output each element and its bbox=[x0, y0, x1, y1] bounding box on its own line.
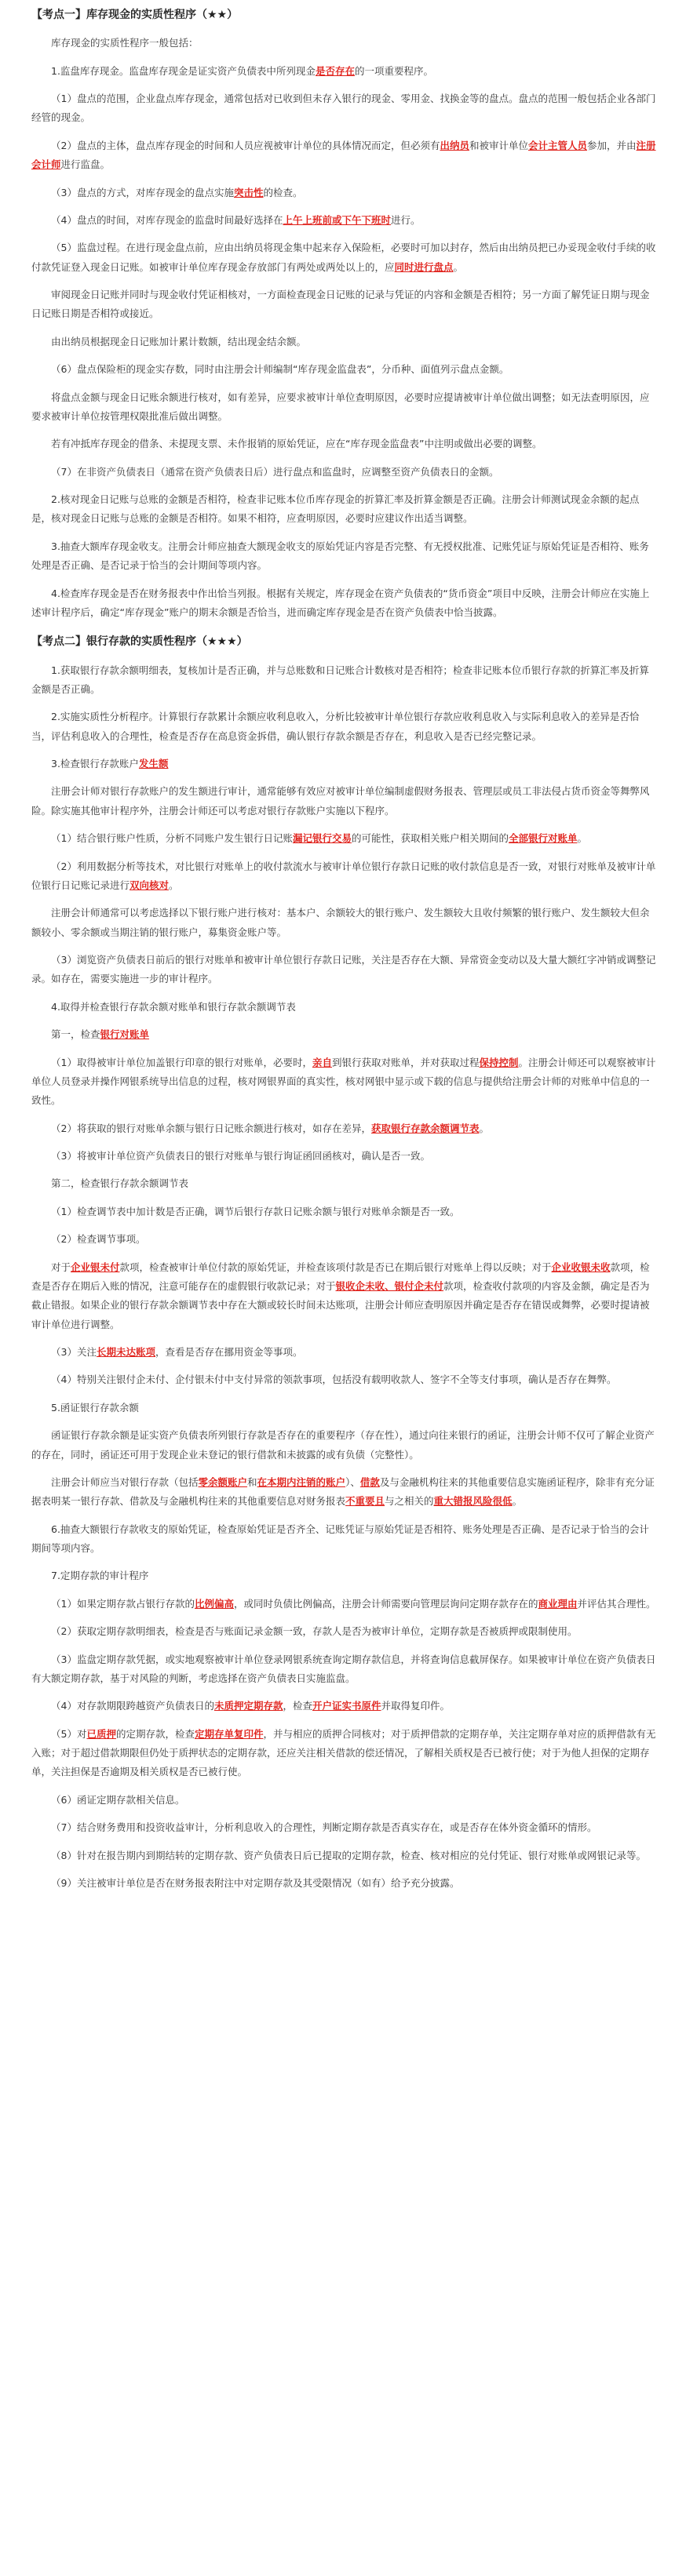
section-heading bbox=[31, 631, 658, 653]
text-run: 注册会计师应当对银行存款（包括 bbox=[51, 1475, 199, 1488]
highlighted-keyword: 已质押 bbox=[86, 1727, 116, 1740]
text-run: （4）特别关注银付企未付、企付银未付中支付异常的领款事项，包括没有载明收款人、签字不全等支付事项，确认是否存在舞弊。 bbox=[51, 1374, 617, 1386]
paragraph bbox=[31, 1053, 658, 1111]
highlighted-keyword: 漏记银行交易 bbox=[292, 832, 352, 845]
paragraph bbox=[31, 238, 658, 277]
text-run: 和被审计单位 bbox=[469, 139, 528, 151]
text-run: 款项，检查收付款项的内容及金额，确定是否为截止错报。如果企业的银行存款余额调节表中存在大额或较长时间未达账项，注册会计师应查明原因并确定是否存在错误或舞弊，必要时提请被审计单位进行调整。 bbox=[31, 1279, 650, 1330]
text-run: 的定期存款，检查 bbox=[115, 1727, 195, 1740]
paragraph bbox=[31, 1622, 658, 1641]
text-run: （2）将获取的银行对账单余额与银行日记账余额进行核对，如存在差异， bbox=[51, 1122, 371, 1134]
text-run: 7.定期存款的审计程序 bbox=[51, 1570, 149, 1582]
text-run: （4）对存款期限跨越资产负债表日的 bbox=[51, 1700, 214, 1712]
text-run: （3）浏览资产负债表日前后的银行对账单和被审计单位银行存款日记账，关注是否存在大额、异常资金变动以及大量大额红字冲销或调整记录。如存在，需要实施进一步的审计程序。 bbox=[31, 954, 656, 985]
highlighted-keyword: 同时进行盘点 bbox=[394, 260, 454, 273]
text-run: 5.函证银行存款余额 bbox=[51, 1401, 139, 1414]
paragraph bbox=[31, 286, 658, 324]
text-run: 1.获取银行存款余额明细表，复核加计是否正确，并与总账数和日记账合计数核对是否相符；检查非记账本位币银行存款的折算汇率及折算金额是否正确。 bbox=[31, 664, 649, 695]
text-run: （1）检查调节表中加计数是否正确，调节后银行存款日记账余额与银行对账单余额是否一致。 bbox=[51, 1205, 460, 1217]
text-run: （3）将被审计单位资产负债表日的银行对账单与银行询证函回函核对，确认是否一致。 bbox=[51, 1150, 430, 1162]
paragraph bbox=[31, 1595, 658, 1614]
text-run: 。 bbox=[453, 260, 464, 273]
text-run: 【考点一】库存现金的实质性程序（★★） bbox=[31, 9, 239, 21]
text-run: 函证银行存款余额是证实资产负债表所列银行存款是否存在的重要程序（存在性），通过向往来银行的函证，注册会计师不仅可了解企业资产的存在，同时，函证还可用于发现企业未登记的银行借款和未披露的或有负债（完整性）。 bbox=[31, 1429, 655, 1461]
paragraph bbox=[31, 755, 658, 773]
paragraph bbox=[31, 1343, 658, 1362]
highlighted-keyword: 长期未达账项 bbox=[96, 1346, 155, 1359]
paragraph bbox=[31, 1174, 658, 1193]
paragraph bbox=[31, 463, 658, 482]
text-run: （8）针对在报告期内到期结转的定期存款、资产负债表日后已提取的定期存款，检查、核对相应的兑付凭证、银行对账单或网银记录等。 bbox=[51, 1849, 646, 1861]
highlighted-keyword: 重大错报风险很低 bbox=[433, 1495, 513, 1508]
highlighted-keyword: 注册会计师 bbox=[31, 139, 656, 171]
text-run: （5）对 bbox=[51, 1727, 87, 1740]
paragraph bbox=[31, 1399, 658, 1417]
paragraph bbox=[31, 1566, 658, 1585]
highlighted-keyword: 亲自 bbox=[312, 1056, 332, 1068]
text-run: （2）检查调节事项。 bbox=[51, 1233, 146, 1246]
text-run: （7）在非资产负债表日（通常在资产负债表日后）进行盘点和监盘时，应调整至资产负债表日的金额。 bbox=[51, 465, 499, 478]
text-run: 的可能性，获取相关账户相关期间的 bbox=[351, 832, 509, 845]
paragraph bbox=[31, 1202, 658, 1221]
paragraph bbox=[31, 1119, 658, 1138]
highlighted-keyword: 比例偏高 bbox=[194, 1597, 234, 1610]
paragraph bbox=[31, 1725, 658, 1782]
text-run: （3）关注 bbox=[51, 1346, 97, 1359]
text-run: （3）盘点的方式，对库存现金的盘点实施 bbox=[51, 186, 234, 198]
paragraph bbox=[31, 490, 658, 529]
text-run: （1）取得被审计单位加盖银行印章的银行对账单，必要时， bbox=[51, 1056, 312, 1068]
highlighted-keyword: 是否存在 bbox=[315, 64, 355, 77]
text-run: 的一项重要程序。 bbox=[354, 64, 433, 77]
text-run: 。 bbox=[169, 879, 179, 891]
text-run: 注册会计师对银行存款账户的发生额进行审计，通常能够有效应对被审计单位编制虚假财务报表、管理层或员工非法侵占货币资金等舞弊风险。除实施其他审计程序外，注册会计师还可以考虑对银行存款账户实施以下程序。 bbox=[31, 785, 650, 817]
paragraph bbox=[31, 360, 658, 379]
text-run: ，查看是否存在挪用资金等事项。 bbox=[155, 1346, 303, 1359]
text-run: 若有冲抵库存现金的借条、未提现支票、未作报销的原始凭证，应在“库存现金监盘表”中注明或做出必要的调整。 bbox=[51, 438, 542, 450]
text-run: 2.实施实质性分析程序。计算银行存款累计余额应收利息收入，分析比较被审计单位银行存款应收利息收入与实际利息收入的差异是否恰当，评估利息收入的合理性，检查是否存在高息资金拆借，确认银行存款余额是否存在，利息收入是否已经完整记录。 bbox=[31, 711, 640, 742]
text-run: ，检查 bbox=[283, 1700, 312, 1712]
paragraph bbox=[31, 1818, 658, 1837]
text-run: （2）获取定期存款明细表，检查是否与账面记录金额一致，存款人是否为被审计单位，定期存款是否被质押或限制使用。 bbox=[51, 1625, 578, 1638]
text-run: （1）盘点的范围，企业盘点库存现金，通常包括对已收到但未存入银行的现金、零用金、找换金等的盘点。盘点的范围一般包括企业各部门经管的现金。 bbox=[31, 93, 656, 124]
text-run: 款项，检查被审计单位付款的原始凭证，并检查该项付款是否已在期后银行对账单上得以反映；对于 bbox=[119, 1261, 552, 1273]
highlighted-keyword: 银行对账单 bbox=[100, 1028, 150, 1041]
text-run: ，或同时负债比例偏高，注册会计师需要向管理层询问定期存款存在的 bbox=[233, 1597, 538, 1610]
highlighted-keyword: 突击性 bbox=[233, 186, 264, 198]
text-run: 将盘点金额与现金日记账余额进行核对，如有差异，应要求被审计单位查明原因，必要时应提请被审计单位做出调整；如无法查明原因，应要求被审计单位按管理权限批准后做出调整。 bbox=[31, 391, 650, 422]
text-run: 。 bbox=[577, 832, 588, 845]
text-run: 2.核对现金日记账与总账的金额是否相符，检查非记账本位币库存现金的折算汇率及折算金额是否正确。注册会计师测试现金余额的起点是，核对现金日记账与总账的金额是否相符。如果不相符，应查明原因，必要时应建议作出适当调整。 bbox=[31, 493, 640, 525]
text-run: 及与金融机构往来的其他重要信息实施函证程序，除非有充分证据表明某一银行存款、借款及与金融机构往来的其他重要信息对财务报表 bbox=[31, 1475, 655, 1508]
paragraph bbox=[31, 782, 658, 820]
text-run: 审阅现金日记账并同时与现金收付凭证相核对，一方面检查现金日记账的记录与凭证的内容和金额是否相符；另一方面了解凭证日期与现金日记账日期是否相符或接近。 bbox=[31, 289, 650, 320]
text-run: 3.检查银行存款账户 bbox=[51, 758, 139, 770]
paragraph bbox=[31, 211, 658, 230]
text-run: （1）如果定期存款占银行存款的 bbox=[51, 1597, 195, 1610]
text-run: 。 bbox=[479, 1122, 489, 1134]
highlighted-keyword: 上午上班前或下午下班时 bbox=[283, 213, 391, 226]
text-run: （6）盘点保险柜的现金实存数，同时由注册会计师编制“库存现金监盘表”，分币种、面值列示盘点金额。 bbox=[51, 363, 509, 376]
paragraph bbox=[31, 537, 658, 576]
paragraph bbox=[31, 1874, 658, 1893]
highlighted-keyword: 定期存单复印件 bbox=[194, 1727, 264, 1740]
highlighted-keyword: 保持控制 bbox=[479, 1056, 519, 1068]
paragraph bbox=[31, 1846, 658, 1865]
text-run: （6）函证定期存款相关信息。 bbox=[51, 1793, 185, 1806]
highlighted-keyword: 零余额账户 bbox=[198, 1475, 248, 1488]
paragraph bbox=[31, 333, 658, 351]
text-run: 与之相关的 bbox=[385, 1495, 434, 1508]
text-run: 对于 bbox=[51, 1261, 71, 1273]
highlighted-keyword: 未质押定期存款 bbox=[213, 1700, 283, 1712]
paragraph bbox=[31, 904, 658, 942]
paragraph bbox=[31, 1520, 658, 1559]
text-run: 进行。 bbox=[390, 213, 421, 226]
text-run: 第二，检查银行存款余额调节表 bbox=[51, 1177, 189, 1190]
paragraph bbox=[31, 1473, 658, 1512]
text-run: 库存现金的实质性程序一般包括： bbox=[51, 37, 199, 49]
text-run: 【考点二】银行存款的实质性程序（★★★） bbox=[31, 635, 248, 649]
text-run: 1.监盘库存现金。监盘库存现金是证实资产负债表中所列现金 bbox=[51, 64, 316, 77]
paragraph bbox=[31, 1426, 658, 1464]
paragraph bbox=[31, 1697, 658, 1716]
paragraph bbox=[31, 1370, 658, 1389]
paragraph bbox=[31, 951, 658, 989]
highlighted-keyword: 会计主管人员 bbox=[528, 139, 588, 151]
paragraph bbox=[31, 136, 658, 175]
paragraph bbox=[31, 1025, 658, 1044]
highlighted-keyword: 双向核对 bbox=[130, 879, 170, 891]
text-run: 进行监盘。 bbox=[60, 158, 111, 171]
text-run: 款项，检查是否存在期后入账的情况，注意可能存在的虚假银行收款记录；对于 bbox=[31, 1261, 650, 1292]
text-run: （9）关注被审计单位是否在财务报表附注中对定期存款及其受限情况（如有）给予充分披露。 bbox=[51, 1876, 460, 1889]
paragraph bbox=[31, 184, 658, 202]
paragraph bbox=[31, 708, 658, 746]
text-run: 并取得复印件。 bbox=[381, 1700, 451, 1712]
text-run: 并评估其合理性。 bbox=[577, 1597, 656, 1610]
paragraph bbox=[31, 661, 658, 700]
text-run: 注册会计师通常可以考虑选择以下银行账户进行核对：基本户、余额较大的银行账户、发生额较大且收付频繁的银行账户、发生额较大但余额较小、零余额或当期注销的银行账户，募集资金账户等。 bbox=[31, 907, 650, 938]
paragraph bbox=[31, 829, 658, 848]
paragraph bbox=[31, 584, 658, 623]
paragraph bbox=[31, 34, 658, 53]
paragraph bbox=[31, 998, 658, 1017]
text-run: （7）结合财务费用和投资收益审计，分析利息收入的合理性，判断定期存款是否真实存在，或是否存在体外资金循环的情形。 bbox=[51, 1821, 597, 1834]
highlighted-keyword: 借款 bbox=[359, 1475, 380, 1488]
text-run: 。 bbox=[512, 1495, 523, 1508]
highlighted-keyword: 开户证实书原件 bbox=[312, 1700, 381, 1712]
paragraph bbox=[31, 1147, 658, 1166]
highlighted-keyword: 银收企未收、银付企未付 bbox=[335, 1279, 444, 1292]
highlighted-keyword: 全部银行对账单 bbox=[509, 832, 578, 845]
text-run: 和 bbox=[247, 1475, 257, 1488]
paragraph bbox=[31, 62, 658, 81]
highlighted-keyword: 商业理由 bbox=[538, 1597, 578, 1610]
highlighted-keyword: 企业收银未收 bbox=[551, 1261, 611, 1273]
text-run: 第一，检查 bbox=[51, 1028, 100, 1041]
paragraph bbox=[31, 1791, 658, 1810]
text-run: ）、 bbox=[345, 1475, 360, 1488]
text-run: （5）监盘过程。在进行现金盘点前，应由出纳员将现金集中起来存入保险柜，必要时可加以封存，然后由出纳员把已办妥现金收付手续的收付款凭证登入现金日记账。如被审计单位库存现金存放部门有两处或两处以上的，应 bbox=[31, 242, 656, 273]
text-run: 3.抽查大额库存现金收支。注册会计师应抽查大额现金收支的原始凭证内容是否完整、有无授权批准、记账凭证与原始凭证是否相符、账务处理是否正确、是否记录于恰当的会计期间等项内容。 bbox=[31, 540, 649, 572]
highlighted-keyword: 出纳员 bbox=[440, 139, 469, 151]
paragraph bbox=[31, 1650, 658, 1689]
text-run: 的检查。 bbox=[263, 186, 303, 198]
text-run: 6.抽查大额银行存款收支的原始凭证，检查原始凭证是否齐全、记账凭证与原始凭证是否相符、账务处理是否正确、是否记录于恰当的会计期间等项内容。 bbox=[31, 1523, 649, 1555]
text-run: 4.取得并检查银行存款余额对账单和银行存款余额调节表 bbox=[51, 1000, 296, 1013]
text-run: 由出纳员根据现金日记账加计累计数额，结出现金结余额。 bbox=[51, 335, 307, 347]
text-run: （2）盘点的主体，盘点库存现金的时间和人员应视被审计单位的具体情况而定，但必须有 bbox=[51, 139, 440, 151]
highlighted-keyword: 不重要且 bbox=[345, 1495, 385, 1508]
paragraph bbox=[31, 1230, 658, 1249]
text-run: 4.检查库存现金是否在财务报表中作出恰当列报。根据有关规定，库存现金在资产负债表的“货币资金”项目中反映，注册会计师应在实施上述审计程序后，确定“库存现金”账户的期末余额是否恰当，进而确定库存现金是否在资产负债表中恰当披露。 bbox=[31, 587, 650, 618]
text-run: 参加，并由 bbox=[587, 139, 637, 151]
text-run: 。注册会计师还可以观察被审计单位人员登录并操作网银系统导出信息的过程，核对网银界面的真实性，核对网银中显示或下载的信息与提供给注册会计师的对账单中信息的一致性。 bbox=[31, 1056, 656, 1107]
paragraph bbox=[31, 1258, 658, 1335]
text-run: ，并与相应的质押合同核对；对于质押借款的定期存单，关注定期存单对应的质押借款有无入账；对于超过借款期限但仍处于质押状态的定期存款，还应关注相关借款的偿还情况，了解相关质权是否已被行使；对于为他人担保的定期存单，关注担保是否逾期及相关质权是否已被行使。 bbox=[31, 1727, 656, 1778]
highlighted-keyword: 发生额 bbox=[138, 758, 169, 770]
paragraph bbox=[31, 435, 658, 453]
highlighted-keyword: 获取银行存款余额调节表 bbox=[370, 1122, 480, 1134]
paragraph bbox=[31, 857, 658, 896]
section-heading bbox=[31, 5, 658, 26]
text-run: （2）利用数据分析等技术，对比银行对账单上的收付款流水与被审计单位银行存款日记账的收付款信息是否一致，对银行对账单及被审计单位银行日记账记录进行 bbox=[31, 860, 656, 891]
paragraph bbox=[31, 89, 658, 128]
text-run: （1）结合银行账户性质，分析不同账户发生银行日记账 bbox=[51, 832, 293, 845]
paragraph bbox=[31, 388, 658, 427]
highlighted-keyword: 在本期内注销的账户 bbox=[257, 1475, 346, 1488]
text-run: （4）盘点的时间，对库存现金的监盘时间最好选择在 bbox=[51, 213, 283, 226]
text-run: 到银行获取对账单，并对获取过程 bbox=[331, 1056, 480, 1068]
highlighted-keyword: 企业银未付 bbox=[71, 1261, 120, 1273]
text-run: （3）监盘定期存款凭据，或实地观察被审计单位登录网银系统查询定期存款信息，并将查询信息截屏保存。如果被审计单位在资产负债表日有大额定期存款，基于对风险的判断，考虑选择在资产负债表日实施监盘。 bbox=[31, 1653, 656, 1684]
